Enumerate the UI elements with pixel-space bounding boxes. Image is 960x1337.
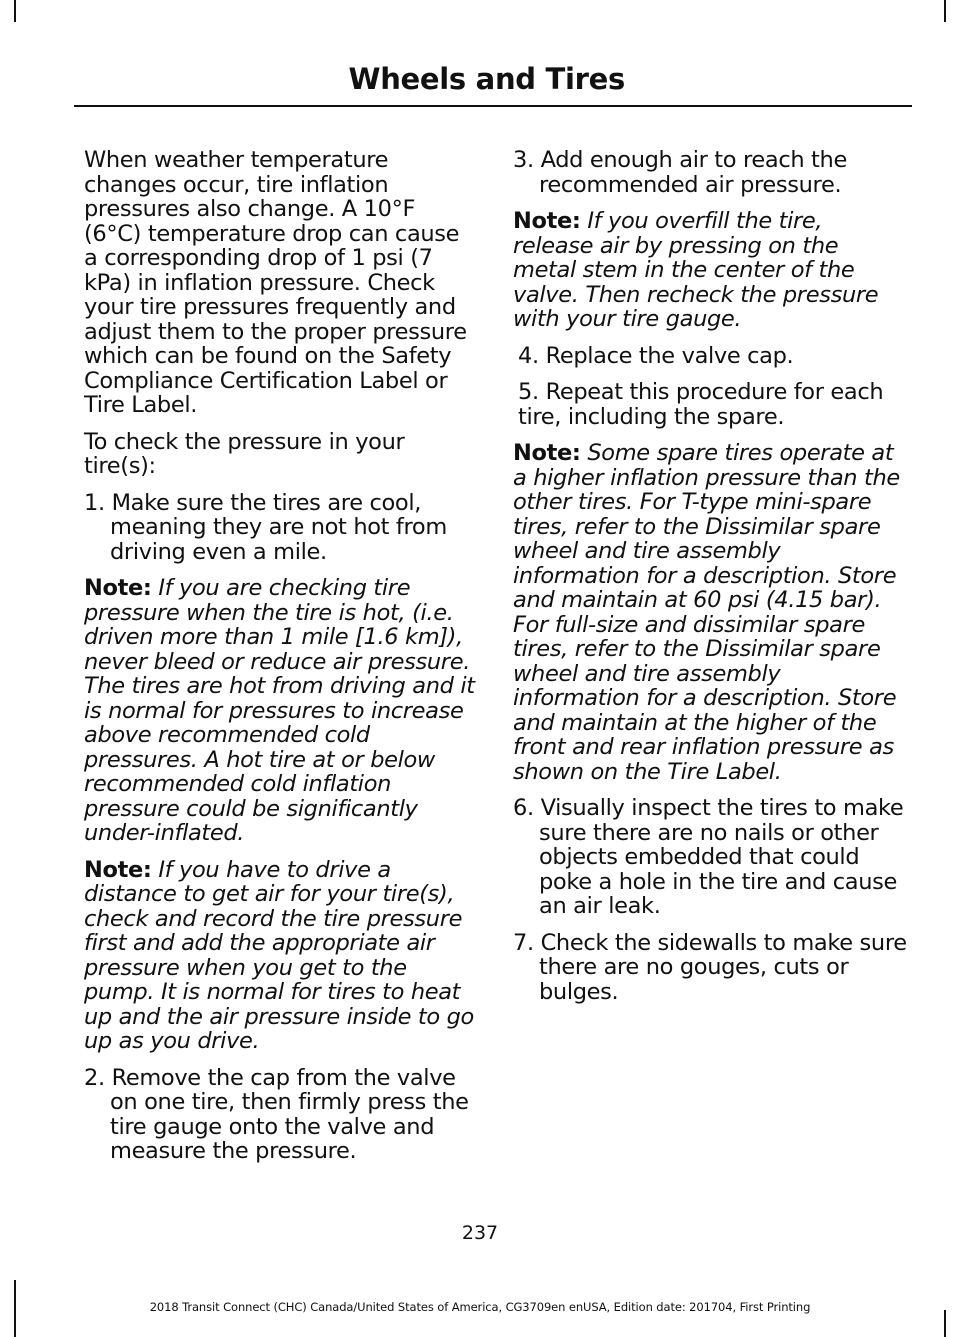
- page-title: Wheels and Tires: [348, 62, 625, 96]
- step-5: 5. Repeat this procedure for each tire, including the spare.: [518, 379, 884, 430]
- note-label: Note:: [513, 440, 581, 466]
- intro-paragraph: When weather temperature changes occur, tire inflation pressures also change. A 10°F (6°C) temperature drop can cause a corresponding drop of 1 psi (7 kPa) in inflation pressure. Check your tire pressures frequently and adjust them to the proper pressure which can be found on the Safety Compliance Certification Label or Tire Label.: [84, 147, 467, 418]
- note-text: If you are checking tire pressure when the tire is hot, (i.e. driven more than 1 mile [1.6 km]), never bleed or reduce air pressure. The tires are hot from driving and it is normal for pressures to increase above recommended cold pressures. A hot tire at or below recommended cold inflation pressure could be significantly under-inflated.: [84, 575, 475, 846]
- header-divider: [74, 105, 912, 107]
- note-text: If you have to drive a distance to get air for your tire(s), check and record the tire pressure first and add the appropriate air pressure when you get to the pump. It is normal for tires to heat up and the air pressure inside to go up as you drive.: [84, 856, 474, 1054]
- right-column: [513, 148, 907, 1016]
- step-4: 4. Replace the valve cap.: [518, 342, 794, 369]
- note-label: Note:: [84, 856, 152, 883]
- crop-mark-bottom-right: [944, 1310, 946, 1337]
- note-label: Note:: [513, 208, 581, 234]
- footer-edition-info: 2018 Transit Connect (CHC) Canada/United States of America, CG3709en enUSA, Edition date: 201704, First Printing: [149, 1300, 811, 1314]
- page-number: 237: [461, 1222, 499, 1244]
- left-column: [84, 148, 478, 1176]
- step-7: 7. Check the sidewalls to make sure there are no gouges, cuts or bulges.: [513, 929, 907, 1005]
- check-intro-paragraph: To check the pressure in your tire(s):: [84, 428, 405, 479]
- note-2: [84, 858, 478, 1054]
- note-label: Note:: [84, 575, 152, 601]
- step-3: 3. Add enough air to reach the recommended air pressure.: [513, 147, 847, 198]
- step-2: 2. Remove the cap from the valve on one tire, then firmly press the tire gauge onto the valve and measure the pressure.: [84, 1064, 469, 1164]
- note-text: Some spare tires operate at a higher inflation pressure than the other tires. For T-type mini-spare tires, refer to the Dissimilar spare wheel and tire assembly information for a description. Store and maintain at 60 psi (4.15 bar). For full-size and dissimilar spare tires, refer to the Dissimilar spare wheel and tire assembly information for a description. Store and maintain at the higher of the front and rear inflation pressure as shown on the Tire Label.: [513, 440, 900, 785]
- note-3: [513, 209, 907, 332]
- note-4: [513, 441, 907, 784]
- step-1: 1. Make sure the tires are cool, meaning they are not hot from driving even a mile.: [84, 489, 447, 565]
- step-6: 6. Visually inspect the tires to make sure there are no nails or other objects embedded that could poke a hole in the tire and cause an air leak.: [513, 795, 904, 919]
- crop-mark-top-left: [14, 0, 16, 22]
- note-text: If you overfill the tire, release air by pressing on the metal stem in the center of the valve. Then recheck the pressure with your tire gauge.: [513, 208, 879, 332]
- note-1: [84, 576, 478, 846]
- crop-mark-top-right: [944, 0, 946, 22]
